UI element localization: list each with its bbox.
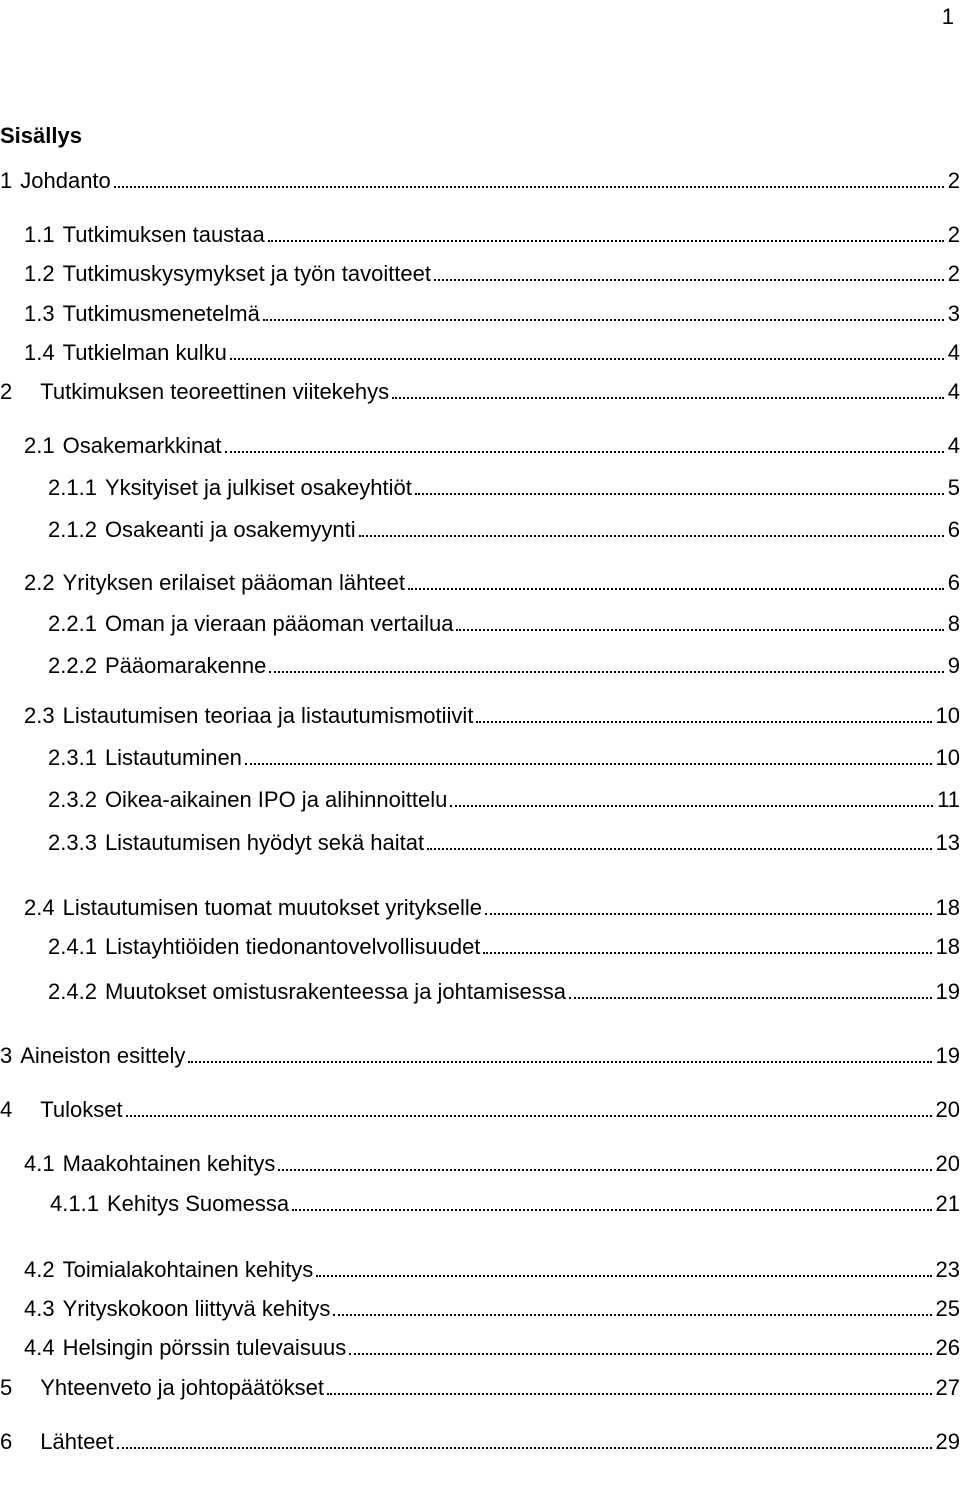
- toc-entry-label: [0, 977, 566, 1007]
- toc-entry-number: 2.1.1: [48, 475, 97, 500]
- toc-leader: [456, 628, 943, 631]
- toc-entry-number: 1.3: [24, 301, 55, 326]
- toc-entry-text: Tutkimuksen teoreettinen viitekehys: [40, 379, 390, 404]
- toc-entry-label: [0, 701, 473, 731]
- toc-entry-text: Yrityksen erilaiset pääoman lähteet: [62, 570, 406, 595]
- toc-entry-label: [0, 166, 111, 196]
- toc-entry-text: Listautumisen hyödyt sekä haitat: [104, 830, 425, 855]
- toc-entry[interactable]: [0, 377, 960, 407]
- toc-entry-number: 5: [0, 1375, 13, 1400]
- toc-entry-number: 2.2.1: [48, 611, 97, 636]
- toc-entry-label: [0, 377, 389, 407]
- toc-entry-label: [0, 1041, 185, 1071]
- toc-entry-page: 6: [947, 517, 960, 542]
- toc-entry-text: Yrityskokoon liittyvä kehitys: [62, 1296, 331, 1321]
- toc-entry[interactable]: [0, 259, 960, 289]
- toc-entry[interactable]: [0, 828, 960, 858]
- toc-entry[interactable]: [0, 515, 960, 545]
- toc-leader: [316, 1274, 931, 1277]
- toc-leader: [278, 1168, 931, 1171]
- toc-leader: [349, 1352, 931, 1355]
- toc-entry-number: 2.3.3: [48, 830, 97, 855]
- toc-entry[interactable]: [0, 1333, 960, 1363]
- toc-entry-text: Lähteet: [40, 1429, 114, 1454]
- toc-entry-text: Oman ja vieraan pääoman vertailua: [104, 611, 454, 636]
- toc-entry-text: Pääomarakenne: [104, 653, 267, 678]
- toc-entry[interactable]: [0, 1294, 960, 1324]
- toc-entry-text: Listayhtiöiden tiedonantovelvollisuudet: [104, 934, 481, 959]
- toc-entry-label: [0, 1149, 275, 1179]
- toc-leader: [569, 996, 932, 999]
- toc-entry-number: 2.3.2: [48, 787, 97, 812]
- toc-entry[interactable]: [0, 473, 960, 503]
- toc-entry[interactable]: [0, 1095, 960, 1125]
- toc-entry[interactable]: [0, 338, 960, 368]
- toc-entry-page: 10: [935, 745, 960, 770]
- toc-entry[interactable]: [0, 651, 960, 681]
- toc-entry-number: 2.1: [24, 433, 55, 458]
- toc-entry[interactable]: [0, 893, 960, 923]
- toc-entry[interactable]: [0, 1041, 960, 1071]
- toc-entry-page: 4: [947, 340, 960, 365]
- toc-entry-page: 2: [947, 222, 960, 247]
- toc-entry[interactable]: [0, 220, 960, 250]
- toc-entry-page: 27: [935, 1375, 960, 1400]
- toc-entry-number: 4.1: [24, 1151, 55, 1176]
- toc-leader: [268, 239, 944, 242]
- toc-entry-label: [0, 1294, 330, 1324]
- toc-entry-label: [0, 515, 356, 545]
- toc-entry-text: Yksityiset ja julkiset osakeyhtiöt: [104, 475, 412, 500]
- toc-entry-page: 6: [947, 570, 960, 595]
- toc-entry[interactable]: [0, 568, 960, 598]
- toc-leader: [245, 762, 932, 765]
- toc-entry[interactable]: [0, 785, 960, 815]
- toc-entry-text: Tulokset: [40, 1097, 123, 1122]
- toc-entry-text: Johdanto: [20, 168, 111, 193]
- toc-leader: [485, 912, 932, 915]
- toc-entry-page: 21: [935, 1191, 960, 1216]
- toc-entry-label: [0, 828, 424, 858]
- toc-entry[interactable]: [0, 743, 960, 773]
- toc-entry-label: [0, 1189, 289, 1219]
- toc-entry-label: [0, 893, 482, 923]
- toc-entry[interactable]: [0, 1373, 960, 1403]
- toc-entry-text: Toimialakohtainen kehitys: [62, 1257, 314, 1282]
- toc-entry[interactable]: [0, 701, 960, 731]
- toc-entry-page: 19: [935, 1043, 960, 1068]
- toc-leader: [263, 318, 944, 321]
- toc-entry-page: 18: [935, 895, 960, 920]
- toc-leader: [415, 492, 944, 495]
- toc-entry-label: [0, 568, 405, 598]
- toc-entry-label: [0, 932, 480, 962]
- toc-entry-page: 3: [947, 301, 960, 326]
- toc-entry-label: [0, 743, 242, 773]
- toc-entry-page: 8: [947, 611, 960, 636]
- toc-entry-number: 2.2.2: [48, 653, 97, 678]
- toc-entry[interactable]: [0, 1255, 960, 1285]
- toc-entry-text: Maakohtainen kehitys: [62, 1151, 276, 1176]
- toc-leader: [327, 1392, 932, 1395]
- toc-leader: [333, 1313, 931, 1316]
- toc-entry-text: Listautuminen: [104, 745, 242, 770]
- toc-leader: [359, 534, 944, 537]
- toc-entry-label: [0, 1427, 114, 1457]
- toc-entry-text: Listautumisen teoriaa ja listautumismotiivit: [62, 703, 474, 728]
- toc-entry-label: [0, 1373, 324, 1403]
- toc-entry-number: 2.2: [24, 570, 55, 595]
- toc-entry-page: 5: [947, 475, 960, 500]
- toc-leader: [427, 847, 931, 850]
- toc-entry-text: Osakemarkkinat: [62, 433, 222, 458]
- toc-entry-text: Osakeanti ja osakemyynti: [104, 517, 356, 542]
- toc-entry-page: 23: [935, 1257, 960, 1282]
- toc-entry-number: 1.2: [24, 261, 55, 286]
- toc-entry-text: Yhteenveto ja johtopäätökset: [40, 1375, 325, 1400]
- toc-entry-page: 2: [947, 261, 960, 286]
- toc-entry-label: [0, 259, 431, 289]
- toc-entry-number: 4.3: [24, 1296, 55, 1321]
- toc-entry-number: 2: [0, 379, 13, 404]
- toc-leader: [450, 804, 933, 807]
- toc-entry[interactable]: [0, 609, 960, 639]
- toc-entry-text: Tutkimuskysymykset ja työn tavoitteet: [62, 261, 432, 286]
- toc-entry[interactable]: [0, 1149, 960, 1179]
- toc-leader: [114, 185, 944, 188]
- toc-entry-page: 4: [947, 433, 960, 458]
- toc-entry-label: [0, 431, 222, 461]
- toc-entry-number: 1.1: [24, 222, 55, 247]
- toc-entry-page: 29: [935, 1429, 960, 1454]
- toc-entry-number: 6: [0, 1429, 13, 1454]
- toc-entry-number: 1.4: [24, 340, 55, 365]
- toc-entry[interactable]: [0, 431, 960, 461]
- toc-entry-page: 13: [935, 830, 960, 855]
- toc-leader: [225, 450, 944, 453]
- toc-leader: [230, 357, 944, 360]
- toc-entry[interactable]: [0, 166, 960, 196]
- toc-entry-label: [0, 609, 453, 639]
- toc-entry-label: [0, 338, 227, 368]
- toc-leader: [483, 951, 931, 954]
- toc-title: Sisällys: [0, 123, 82, 148]
- toc-entry-number: 2.4.1: [48, 934, 97, 959]
- toc-entry-number: 2.3.1: [48, 745, 97, 770]
- toc-entry-page: 18: [935, 934, 960, 959]
- toc-entry-number: 4: [0, 1097, 13, 1122]
- toc-entry-text: Tutkimusmenetelmä: [62, 301, 260, 326]
- toc-leader: [269, 670, 943, 673]
- toc-entry-page: 9: [947, 653, 960, 678]
- toc-entry-text: Tutkimuksen taustaa: [62, 222, 265, 247]
- toc-entry-number: 3: [0, 1043, 13, 1068]
- toc-entry-number: 2.4: [24, 895, 55, 920]
- page-number: 1: [941, 4, 954, 29]
- toc-entry-number: 1: [0, 168, 13, 193]
- toc-entry[interactable]: [0, 299, 960, 329]
- toc-entry-page: 10: [935, 703, 960, 728]
- toc-entry-text: Aineiston esittely: [20, 1043, 186, 1068]
- toc-entry-page: 11: [937, 787, 960, 812]
- toc-entry-page: 25: [935, 1296, 960, 1321]
- toc-leader: [117, 1446, 932, 1449]
- toc-entry-number: 2.1.2: [48, 517, 97, 542]
- toc-leader: [292, 1208, 931, 1211]
- toc-entry-number: 2.3: [24, 703, 55, 728]
- toc-entry-label: [0, 473, 412, 503]
- toc-entry-label: [0, 651, 266, 681]
- toc-entry-text: Muutokset omistusrakenteessa ja johtamisessa: [104, 979, 566, 1004]
- toc-leader: [434, 278, 944, 281]
- toc-entry-text: Tutkielman kulku: [62, 340, 227, 365]
- toc-entry-number: 4.1.1: [50, 1191, 99, 1216]
- toc-entry-label: [0, 1333, 346, 1363]
- toc-entry-label: [0, 1255, 313, 1285]
- toc-leader: [392, 396, 944, 399]
- toc-entry-page: 20: [935, 1097, 960, 1122]
- toc-entry-page: 26: [935, 1335, 960, 1360]
- toc-leader: [188, 1060, 931, 1063]
- toc-entry-number: 4.4: [24, 1335, 55, 1360]
- toc-entry-label: [0, 785, 447, 815]
- toc-entry-text: Kehitys Suomessa: [106, 1191, 290, 1216]
- toc-entry-text: Listautumisen tuomat muutokset yritykselle: [62, 895, 482, 920]
- toc-entry-label: [0, 299, 260, 329]
- toc-leader: [476, 720, 931, 723]
- toc-entry-text: Oikea-aikainen IPO ja alihinnoittelu: [104, 787, 448, 812]
- toc-entry-page: 4: [947, 379, 960, 404]
- toc-entry[interactable]: [0, 1427, 960, 1457]
- toc-leader: [126, 1114, 932, 1117]
- toc-entry[interactable]: [0, 977, 960, 1007]
- toc-entry[interactable]: [0, 1189, 960, 1219]
- toc-entry-number: 2.4.2: [48, 979, 97, 1004]
- toc-entry-page: 2: [947, 168, 960, 193]
- toc-leader: [408, 587, 944, 590]
- toc-entry-label: [0, 220, 265, 250]
- toc-entry-page: 20: [935, 1151, 960, 1176]
- toc-entry-number: 4.2: [24, 1257, 55, 1282]
- toc-entry[interactable]: [0, 932, 960, 962]
- toc-entry-text: Helsingin pörssin tulevaisuus: [62, 1335, 347, 1360]
- toc-entry-label: [0, 1095, 123, 1125]
- toc-entry-page: 19: [935, 979, 960, 1004]
